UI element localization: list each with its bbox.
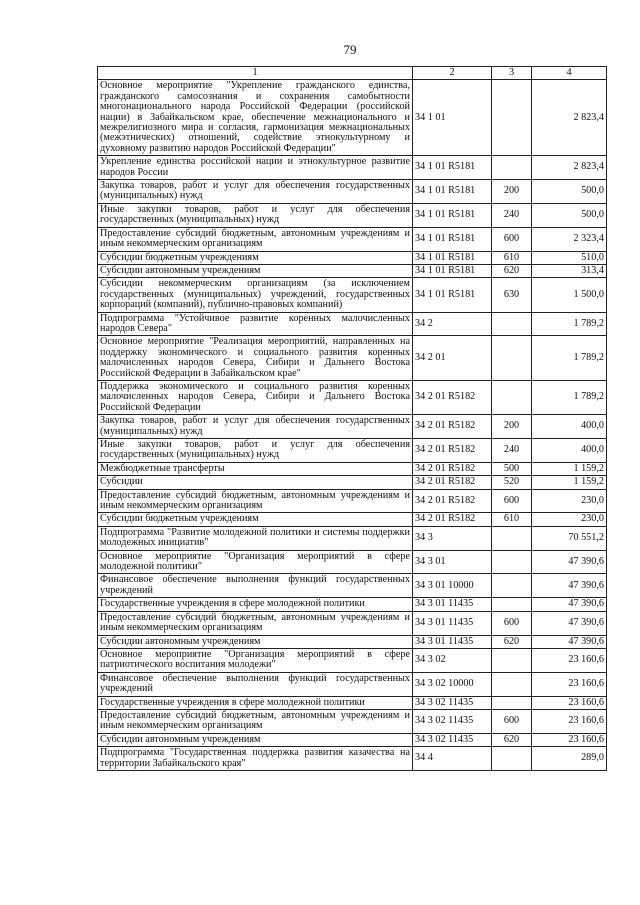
table-row bbox=[98, 380, 607, 414]
row-name-cell: Подпрограмма "Устойчивое развитие коренных малочисленных народов Севера" bbox=[98, 312, 413, 336]
row-target-article-cell: 34 1 01 R5181 bbox=[413, 156, 492, 180]
table-row bbox=[98, 526, 607, 550]
table-row bbox=[98, 227, 607, 251]
row-name-cell: Государственные учреждения в сфере молодежной политики bbox=[98, 598, 413, 611]
row-amount-cell: 313,4 bbox=[532, 264, 607, 277]
table-row bbox=[98, 180, 607, 204]
row-expense-type-cell bbox=[492, 380, 532, 414]
row-name-cell: Укрепление единства российской нации и этнокультурное развитие народов России bbox=[98, 156, 413, 180]
row-target-article-cell: 34 1 01 R5181 bbox=[413, 180, 492, 204]
row-target-article-cell: 34 2 01 R5182 bbox=[413, 415, 492, 439]
row-expense-type-cell: 630 bbox=[492, 278, 532, 312]
table-row bbox=[98, 696, 607, 709]
table-row bbox=[98, 476, 607, 489]
row-name-cell: Иные закупки товаров, работ и услуг для обеспечения государственных (муниципальных) нужд bbox=[98, 203, 413, 227]
table-row bbox=[98, 264, 607, 277]
row-amount-cell: 2 323,4 bbox=[532, 227, 607, 251]
row-name-cell: Основное мероприятие "Укрепление гражданского единства, гражданского самосознания и сохранения самобытности многонационального народа Российской Федерации (российской нации) в Забайкальском крае, обеспечение межнационального и межрелигиозного мира и согласия, гармонизация межнациональных (межэтнических) отношений, содействие этнокультурному и духовному развитию народов Российской Федерации" bbox=[98, 80, 413, 156]
row-amount-cell: 23 160,6 bbox=[532, 709, 607, 733]
row-name-cell: Государственные учреждения в сфере молодежной политики bbox=[98, 696, 413, 709]
table-row bbox=[98, 251, 607, 264]
row-expense-type-cell: 620 bbox=[492, 264, 532, 277]
row-name-cell: Субсидии автономным учреждениям bbox=[98, 264, 413, 277]
row-amount-cell: 400,0 bbox=[532, 415, 607, 439]
row-target-article-cell: 34 3 01 11435 bbox=[413, 635, 492, 648]
row-name-cell: Субсидии автономным учреждениям bbox=[98, 733, 413, 746]
row-amount-cell: 1 500,0 bbox=[532, 278, 607, 312]
row-target-article-cell: 34 2 01 R5182 bbox=[413, 489, 492, 513]
row-amount-cell: 1 789,2 bbox=[532, 336, 607, 381]
row-amount-cell: 1 159,2 bbox=[532, 476, 607, 489]
table-row bbox=[98, 156, 607, 180]
row-expense-type-cell bbox=[492, 80, 532, 156]
row-expense-type-cell: 200 bbox=[492, 180, 532, 204]
row-amount-cell: 289,0 bbox=[532, 747, 607, 771]
row-amount-cell: 23 160,6 bbox=[532, 733, 607, 746]
row-name-cell: Субсидии bbox=[98, 476, 413, 489]
row-expense-type-cell: 500 bbox=[492, 462, 532, 475]
row-target-article-cell: 34 1 01 R5181 bbox=[413, 264, 492, 277]
table-row bbox=[98, 635, 607, 648]
row-expense-type-cell: 600 bbox=[492, 227, 532, 251]
row-amount-cell: 23 160,6 bbox=[532, 672, 607, 696]
row-target-article-cell: 34 2 01 bbox=[413, 336, 492, 381]
row-amount-cell: 1 159,2 bbox=[532, 462, 607, 475]
table-row bbox=[98, 439, 607, 463]
row-amount-cell: 47 390,6 bbox=[532, 635, 607, 648]
table-row bbox=[98, 747, 607, 771]
row-target-article-cell: 34 4 bbox=[413, 747, 492, 771]
row-expense-type-cell bbox=[492, 550, 532, 574]
table-row bbox=[98, 336, 607, 381]
table-row bbox=[98, 312, 607, 336]
row-target-article-cell: 34 3 bbox=[413, 526, 492, 550]
row-target-article-cell: 34 1 01 R5181 bbox=[413, 203, 492, 227]
row-expense-type-cell bbox=[492, 526, 532, 550]
row-amount-cell: 2 823,4 bbox=[532, 156, 607, 180]
row-target-article-cell: 34 2 bbox=[413, 312, 492, 336]
table-row bbox=[98, 203, 607, 227]
row-expense-type-cell: 600 bbox=[492, 709, 532, 733]
budget-table bbox=[97, 66, 607, 771]
row-amount-cell: 1 789,2 bbox=[532, 380, 607, 414]
table-body bbox=[98, 80, 607, 771]
row-expense-type-cell bbox=[492, 696, 532, 709]
table-row bbox=[98, 709, 607, 733]
row-amount-cell: 70 551,2 bbox=[532, 526, 607, 550]
row-target-article-cell: 34 1 01 R5181 bbox=[413, 227, 492, 251]
header-sum-column: 4 bbox=[532, 67, 607, 80]
header-csr-column: 2 bbox=[413, 67, 492, 80]
row-name-cell: Субсидии автономным учреждениям bbox=[98, 635, 413, 648]
row-amount-cell: 510,0 bbox=[532, 251, 607, 264]
table-header bbox=[98, 67, 607, 80]
row-target-article-cell: 34 2 01 R5182 bbox=[413, 462, 492, 475]
row-expense-type-cell: 240 bbox=[492, 439, 532, 463]
row-expense-type-cell: 610 bbox=[492, 251, 532, 264]
row-expense-type-cell bbox=[492, 648, 532, 672]
row-target-article-cell: 34 1 01 bbox=[413, 80, 492, 156]
header-vr-column: 3 bbox=[492, 67, 532, 80]
row-name-cell: Субсидии некоммерческим организациям (за исключением государственных (муниципальных) учреждений, государственных корпораций (компаний), публично-правовых компаний) bbox=[98, 278, 413, 312]
row-name-cell: Предоставление субсидий бюджетным, автономным учреждениям и иным некоммерческим организациям bbox=[98, 611, 413, 635]
row-target-article-cell: 34 3 01 11435 bbox=[413, 611, 492, 635]
page-number: 79 bbox=[343, 42, 357, 57]
row-amount-cell: 500,0 bbox=[532, 180, 607, 204]
row-amount-cell: 230,0 bbox=[532, 489, 607, 513]
row-amount-cell: 47 390,6 bbox=[532, 550, 607, 574]
table-row bbox=[98, 648, 607, 672]
table-row bbox=[98, 278, 607, 312]
row-expense-type-cell bbox=[492, 312, 532, 336]
row-expense-type-cell: 600 bbox=[492, 489, 532, 513]
row-amount-cell: 23 160,6 bbox=[532, 648, 607, 672]
row-amount-cell: 47 390,6 bbox=[532, 598, 607, 611]
row-name-cell: Предоставление субсидий бюджетным, автономным учреждениям и иным некоммерческим организациям bbox=[98, 489, 413, 513]
row-target-article-cell: 34 3 01 11435 bbox=[413, 598, 492, 611]
row-expense-type-cell: 520 bbox=[492, 476, 532, 489]
table-row bbox=[98, 574, 607, 598]
row-amount-cell: 500,0 bbox=[532, 203, 607, 227]
row-name-cell: Предоставление субсидий бюджетным, автономным учреждениям и иным некоммерческим организациям bbox=[98, 227, 413, 251]
row-expense-type-cell: 200 bbox=[492, 415, 532, 439]
row-target-article-cell: 34 3 01 10000 bbox=[413, 574, 492, 598]
row-target-article-cell: 34 2 01 R5182 bbox=[413, 439, 492, 463]
row-name-cell: Предоставление субсидий бюджетным, автономным учреждениям и иным некоммерческим организациям bbox=[98, 709, 413, 733]
row-target-article-cell: 34 3 01 bbox=[413, 550, 492, 574]
row-expense-type-cell: 600 bbox=[492, 611, 532, 635]
row-expense-type-cell bbox=[492, 747, 532, 771]
row-name-cell: Субсидии бюджетным учреждениям bbox=[98, 251, 413, 264]
row-name-cell: Иные закупки товаров, работ и услуг для обеспечения государственных (муниципальных) нужд bbox=[98, 439, 413, 463]
row-amount-cell: 47 390,6 bbox=[532, 574, 607, 598]
table-row bbox=[98, 80, 607, 156]
row-target-article-cell: 34 3 02 bbox=[413, 648, 492, 672]
row-name-cell: Основное мероприятие "Организация мероприятий в сфере патриотического воспитания молодежи" bbox=[98, 648, 413, 672]
row-name-cell: Финансовое обеспечение выполнения функций государственных учреждений bbox=[98, 574, 413, 598]
header-row bbox=[98, 67, 607, 80]
row-name-cell: Закупка товаров, работ и услуг для обеспечения государственных (муниципальных) нужд bbox=[98, 415, 413, 439]
row-target-article-cell: 34 3 02 11435 bbox=[413, 709, 492, 733]
row-expense-type-cell bbox=[492, 598, 532, 611]
row-amount-cell: 1 789,2 bbox=[532, 312, 607, 336]
row-expense-type-cell: 240 bbox=[492, 203, 532, 227]
row-expense-type-cell: 620 bbox=[492, 635, 532, 648]
row-target-article-cell: 34 1 01 R5181 bbox=[413, 251, 492, 264]
row-name-cell: Поддержка экономического и социального развития коренных малочисленных народов Севера, Сибири и Дальнего Востока Российской Федерации bbox=[98, 380, 413, 414]
table-row bbox=[98, 598, 607, 611]
table-row bbox=[98, 611, 607, 635]
table-row bbox=[98, 733, 607, 746]
row-expense-type-cell bbox=[492, 574, 532, 598]
table-row bbox=[98, 415, 607, 439]
table-row bbox=[98, 672, 607, 696]
row-target-article-cell: 34 2 01 R5182 bbox=[413, 380, 492, 414]
row-name-cell: Подпрограмма "Развитие молодежной политики и системы поддержки молодежных инициатив" bbox=[98, 526, 413, 550]
row-name-cell: Субсидии бюджетным учреждениям bbox=[98, 513, 413, 526]
header-name-column: 1 bbox=[98, 67, 413, 80]
row-name-cell: Подпрограмма "Государственная поддержка развития казачества на территории Забайкальского края" bbox=[98, 747, 413, 771]
row-target-article-cell: 34 2 01 R5182 bbox=[413, 476, 492, 489]
row-target-article-cell: 34 2 01 R5182 bbox=[413, 513, 492, 526]
row-name-cell: Основное мероприятие "Организация мероприятий в сфере молодежной политики" bbox=[98, 550, 413, 574]
table-row bbox=[98, 489, 607, 513]
row-amount-cell: 400,0 bbox=[532, 439, 607, 463]
table-row bbox=[98, 550, 607, 574]
row-amount-cell: 47 390,6 bbox=[532, 611, 607, 635]
row-target-article-cell: 34 3 02 11435 bbox=[413, 696, 492, 709]
table-row bbox=[98, 462, 607, 475]
row-amount-cell: 2 823,4 bbox=[532, 80, 607, 156]
row-name-cell: Межбюджетные трансферты bbox=[98, 462, 413, 475]
row-target-article-cell: 34 3 02 10000 bbox=[413, 672, 492, 696]
row-name-cell: Закупка товаров, работ и услуг для обеспечения государственных (муниципальных) нужд bbox=[98, 180, 413, 204]
row-amount-cell: 23 160,6 bbox=[532, 696, 607, 709]
row-target-article-cell: 34 3 02 11435 bbox=[413, 733, 492, 746]
row-expense-type-cell bbox=[492, 156, 532, 180]
row-expense-type-cell bbox=[492, 672, 532, 696]
row-name-cell: Финансовое обеспечение выполнения функций государственных учреждений bbox=[98, 672, 413, 696]
row-target-article-cell: 34 1 01 R5181 bbox=[413, 278, 492, 312]
row-expense-type-cell: 620 bbox=[492, 733, 532, 746]
row-name-cell: Основное мероприятие "Реализация мероприятий, направленных на поддержку экономического и социального развития коренных малочисленных народов Севера, Сибири и Дальнего Востока Российской Федерации в Забайкальском крае" bbox=[98, 336, 413, 381]
row-expense-type-cell: 610 bbox=[492, 513, 532, 526]
row-expense-type-cell bbox=[492, 336, 532, 381]
table-row bbox=[98, 513, 607, 526]
row-amount-cell: 230,0 bbox=[532, 513, 607, 526]
